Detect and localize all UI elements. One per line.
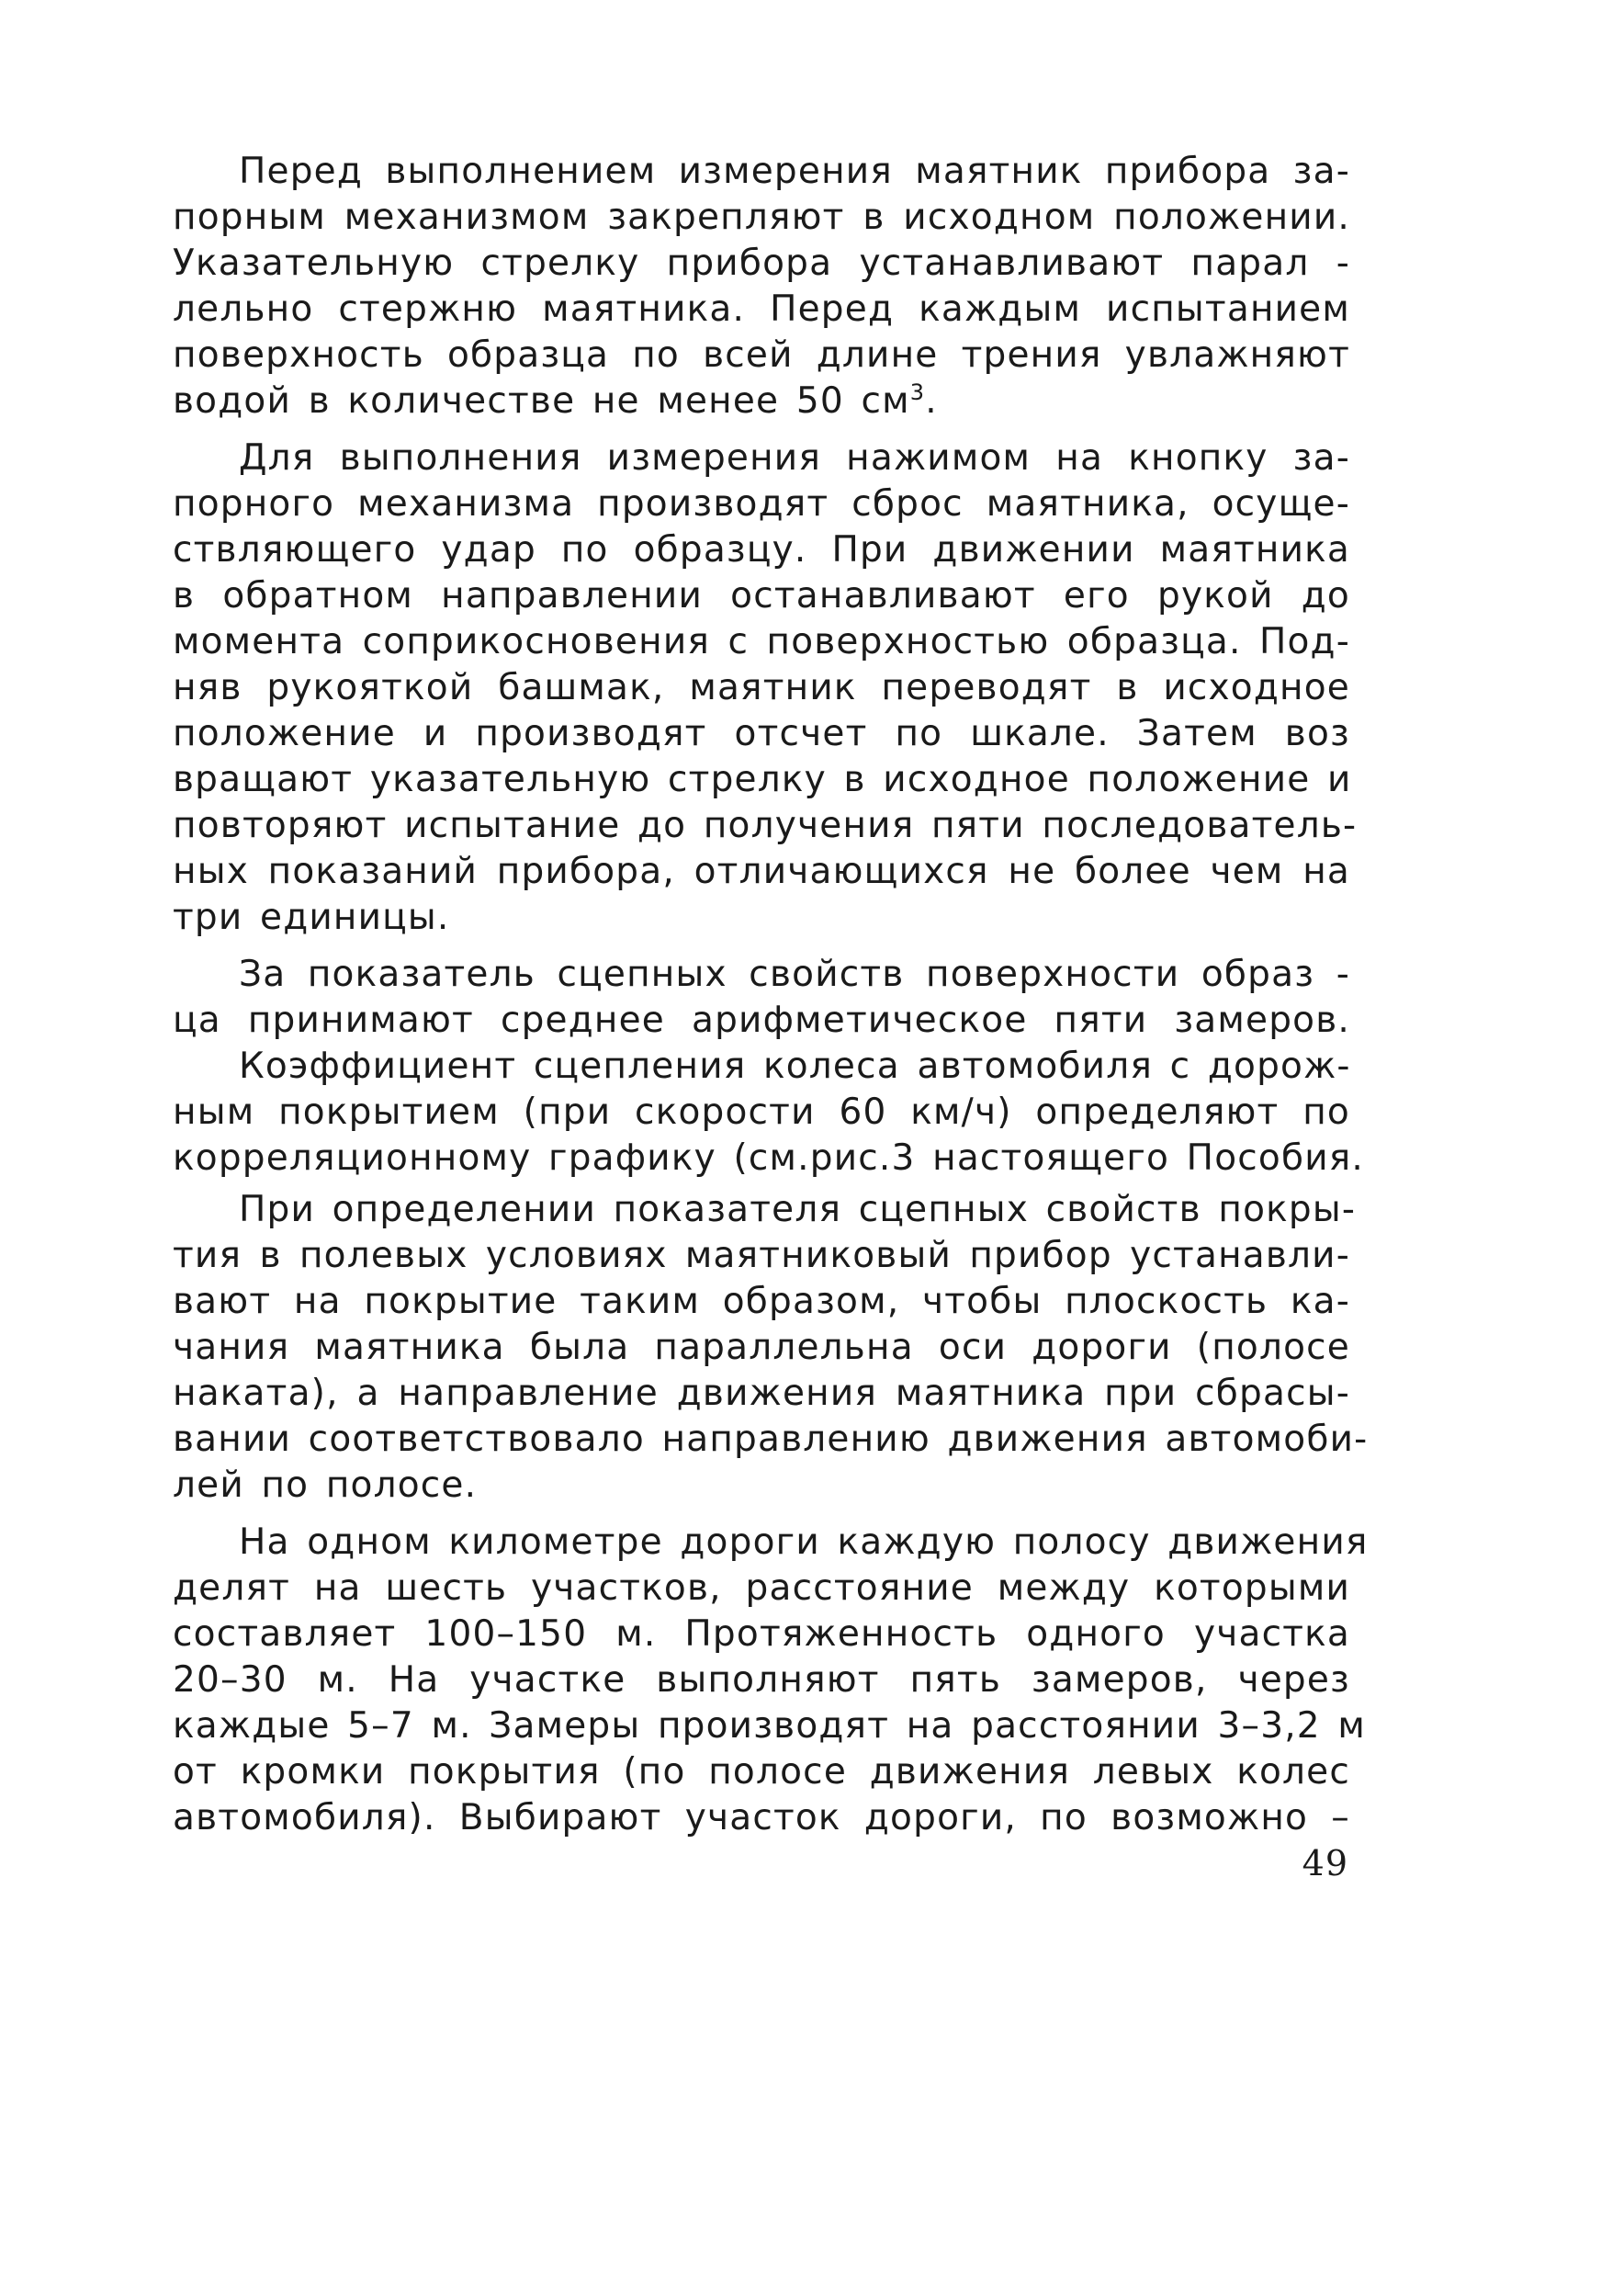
text-line: За показатель сцепных свойств поверхности образ - (239, 954, 1350, 995)
text-line: момента соприкосновения с поверхностью образца. Под- (173, 621, 1350, 662)
text-line: корреляционному графику (см.рис.3 настоящего Пособия. (173, 1137, 1365, 1179)
text-fragment: водой в количестве не менее 50 см (173, 380, 910, 422)
text-line: вании соответствовало направлению движения автомоби- (173, 1419, 1369, 1460)
text-line: тия в полевых условиях маятниковый прибор устанавли- (173, 1235, 1350, 1276)
text-fragment: . (925, 380, 938, 422)
text-line: от кромки покрытия (по полосе движения левых колес (173, 1751, 1350, 1793)
text-line: На одном километре дороги каждую полосу движения (239, 1521, 1369, 1563)
text-line: лельно стержню маятника. Перед каждым испытанием (173, 288, 1350, 330)
text-line: делят на шесть участков, расстояние между которыми (173, 1567, 1350, 1609)
text-line: положение и производят отсчет по шкале. Затем воз (173, 713, 1350, 754)
paragraph-6 (173, 1520, 1369, 1841)
text-line: При определении показателя сцепных свойств покры- (239, 1189, 1357, 1230)
text-line: поверхность образца по всей длине трения увлажняют (173, 334, 1350, 376)
text-line: ных показаний прибора, отличающихся не более чем на (173, 851, 1350, 892)
text-line: автомобиля). Выбирают участок дороги, по возможно – (173, 1797, 1350, 1838)
text-line: Коэффициент сцепления колеса автомобиля с дорож- (239, 1046, 1351, 1087)
text-line: 20–30 м. На участке выполняют пять замеров, через (173, 1659, 1350, 1701)
paragraph-3 (173, 952, 1350, 1044)
text-line (173, 379, 1350, 424)
superscript: 3 (909, 379, 926, 405)
text-line: повторяют испытание до получения пяти последователь- (173, 805, 1358, 846)
text-line: составляет 100–150 м. Протяженность одного участка (173, 1613, 1350, 1655)
text-line: каждые 5–7 м. Замеры производят на расстоянии 3–3,2 м (173, 1705, 1367, 1747)
paragraph-1 (173, 149, 1350, 424)
text-line: Перед выполнением измерения маятник прибора за- (239, 151, 1350, 192)
text-line: чания маятника была параллельна оси дороги (полосе (173, 1327, 1350, 1368)
text-line: три единицы. (173, 897, 450, 938)
text-line: ца принимают среднее арифметическое пяти замеров. (173, 1000, 1350, 1041)
text-line: порным механизмом закрепляют в исходном положении. (173, 197, 1350, 238)
body-text (173, 149, 1369, 1841)
text-line: вают на покрытие таким образом, чтобы плоскость ка- (173, 1281, 1350, 1322)
text-line: в обратном направлении останавливают его рукой до (173, 575, 1350, 616)
paragraph-2 (173, 435, 1358, 941)
paragraph-4 (173, 1044, 1365, 1182)
text-line: ным покрытием (при скорости 60 км/ч) определяют по (173, 1091, 1350, 1133)
paragraph-5 (173, 1187, 1369, 1509)
text-line: наката), а направление движения маятника при сбрасы- (173, 1373, 1350, 1414)
page-number: 49 (1302, 1843, 1348, 1883)
text-line: Для выполнения измерения нажимом на кнопку за- (239, 437, 1350, 479)
text-line: порного механизма производят сброс маятника, осуще- (173, 483, 1350, 525)
text-line: Указательную стрелку прибора устанавливают парал - (173, 243, 1350, 284)
text-line: няв рукояткой башмак, маятник переводят в исходное (173, 667, 1350, 708)
text-line: лей по полосе. (173, 1465, 478, 1506)
text-line: ствляющего удар по образцу. При движении маятника (173, 529, 1350, 571)
text-line: вращают указательную стрелку в исходное положение и (173, 759, 1352, 800)
